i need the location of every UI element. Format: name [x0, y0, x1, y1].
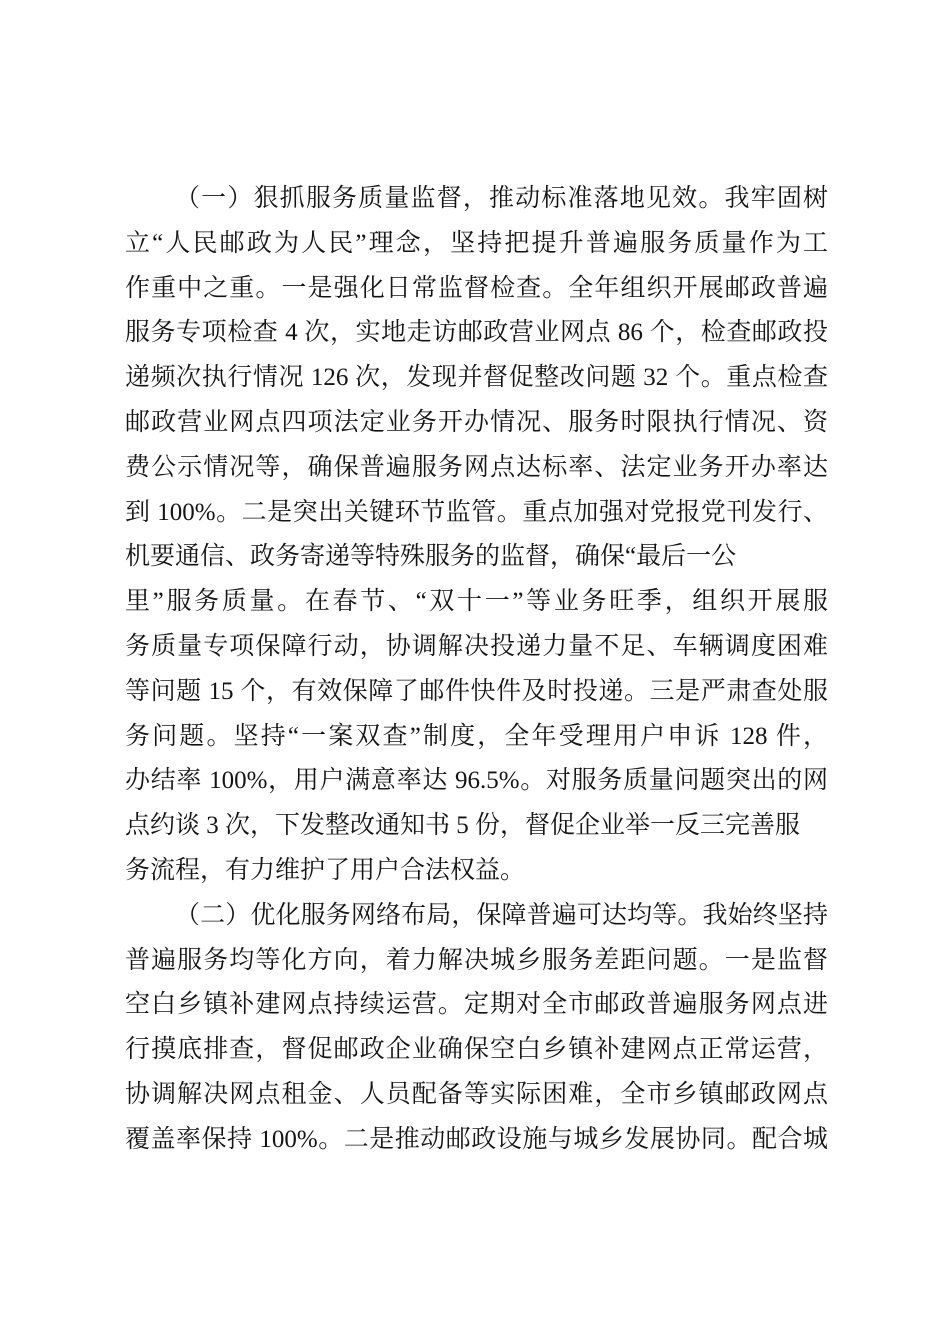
- text-line: 务质量专项保障行动，协调解决投递力量不足、车辆调度困难: [125, 632, 828, 660]
- text-line: 务流程，有力维护了用户合法权益。: [125, 856, 526, 884]
- text-line: 机要通信、政务寄递等特殊服务的监督，确保“最后一公: [125, 543, 737, 571]
- text-line: 作重中之重。一是强化日常监督检查。全年组织开展邮政普遍: [125, 274, 828, 302]
- text-block: [125, 177, 828, 1163]
- text-line: 点约谈 3 次，下发整改通知书 5 份，督促企业举一反三完善服: [125, 812, 801, 840]
- text-line: 费公示情况等，确保普遍服务网点达标率、法定业务开办率达: [125, 453, 828, 481]
- text-line: 邮政营业网点四项法定业务开办情况、服务时限执行情况、资: [125, 408, 828, 436]
- text-line: 递频次执行情况 126 次，发现并督促整改问题 32 个。重点检查: [125, 364, 828, 392]
- text-line: 服务专项检查 4 次，实地走访邮政营业网点 86 个，检查邮政投: [125, 319, 828, 347]
- text-line: 立“人民邮政为人民”理念，坚持把提升普遍服务质量作为工: [125, 229, 828, 257]
- text-line: 到 100%。二是突出关键环节监管。重点加强对党报党刊发行、: [125, 498, 828, 526]
- paragraph-1: [125, 177, 828, 894]
- text-line: 办结率 100%，用户满意率达 96.5%。对服务质量问题突出的网: [125, 767, 828, 795]
- text-line: 务问题。坚持“一案双查”制度，全年受理用户申诉 128 件，: [125, 722, 828, 750]
- text-line: 覆盖率保持 100%。二是推动邮政设施与城乡发展协同。配合城: [125, 1125, 828, 1153]
- text-line: 里”服务质量。在春节、“双十一”等业务旺季，组织开展服: [125, 588, 828, 616]
- text-line: 等问题 15 个，有效保障了邮件快件及时投递。三是严肃查处服: [125, 677, 828, 705]
- text-line: 协调解决网点租金、人员配备等实际困难，全市乡镇邮政网点: [125, 1080, 828, 1108]
- text-line: （一）狠抓服务质量监督，推动标准落地见效。我牢固树: [175, 185, 828, 212]
- text-line: （二）优化服务网络布局，保障普遍可达均等。我始终坚持: [175, 901, 828, 929]
- text-line: 普遍服务均等化方向，着力解决城乡服务差距问题。一是监督: [125, 946, 828, 974]
- paragraph-2: [125, 894, 828, 1163]
- text-line: 空白乡镇补建网点持续运营。定期对全市邮政普遍服务网点进: [125, 991, 828, 1019]
- text-line: 行摸底排查，督促邮政企业确保空白乡镇补建网点正常运营，: [125, 1036, 828, 1064]
